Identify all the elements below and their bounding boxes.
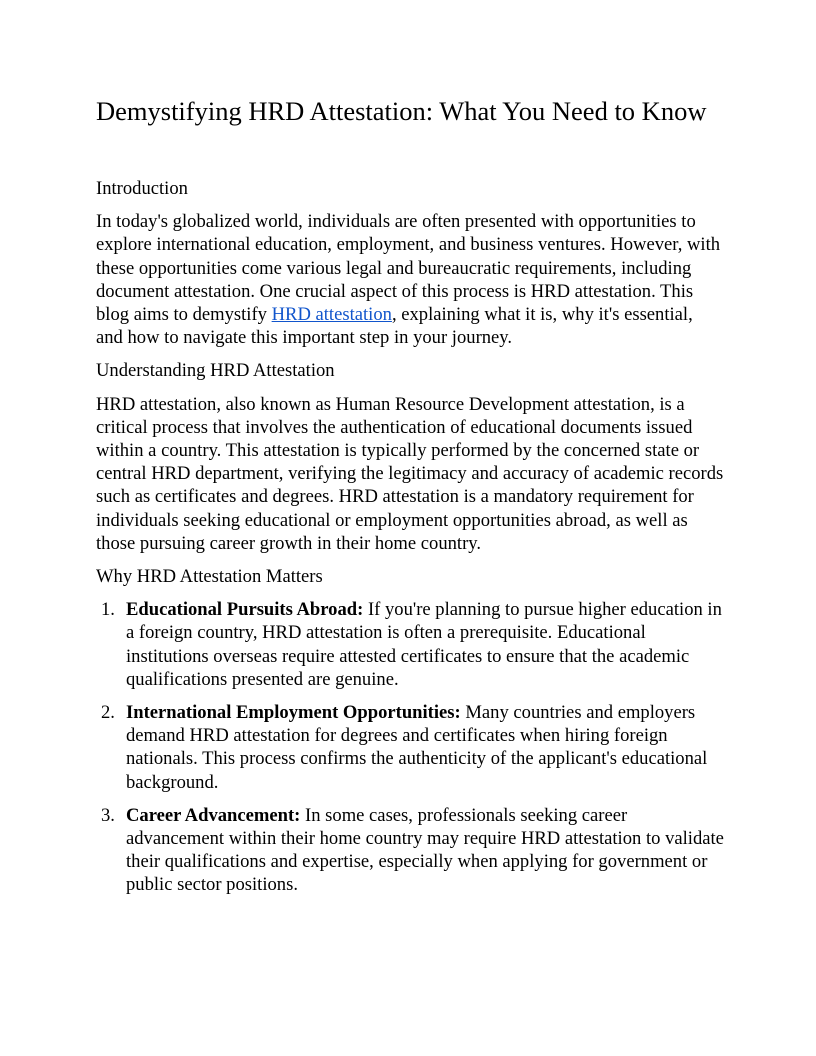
understanding-heading: Understanding HRD Attestation — [96, 360, 335, 382]
list-item-text: In some cases, professionals seeking career advancement within their home country may require HRD attestation to validate their qualifications and expertise, especially when applying for government or public sector positions. — [126, 804, 724, 896]
list-item-text: Many countries and employers demand HRD attestation for degrees and certificates when hiring foreign nationals. This process confirms the authenticity of the applicant's educational background. — [126, 702, 708, 793]
list-item-text: If you're planning to pursue higher education in a foreign country, HRD attestation is often a prerequisite. Educational institutions overseas require attested certificates to ensure that the academic qualifications presented are genuine. — [126, 599, 722, 690]
introduction-text-before-link: In today's globalized world, individuals are often presented with opportunities to explore international education, employment, and business ventures. However, with these opportunities come various legal and bureaucratic requirements, including document attestation. One crucial aspect of this process is HRD attestation. This blog aims to demystify — [96, 211, 721, 326]
list-item-number: 1. — [101, 599, 115, 621]
document-title: Demystifying HRD Attestation: What You Need to Know — [96, 96, 707, 126]
list-item-label: Educational Pursuits Abroad: — [126, 599, 364, 621]
hrd-attestation-link[interactable]: HRD attestation — [271, 304, 392, 326]
list-item-label: Career Advancement: — [126, 804, 301, 826]
document-body — [96, 177, 724, 907]
list-item-number: 3. — [101, 804, 115, 826]
introduction-heading: Introduction — [96, 178, 188, 199]
reasons-list — [96, 598, 724, 896]
list-item — [96, 701, 724, 794]
list-item — [96, 804, 724, 897]
list-item-number: 2. — [101, 702, 115, 724]
why-heading: Why HRD Attestation Matters — [96, 566, 323, 588]
understanding-paragraph: HRD attestation, also known as Human Resource Development attestation, is a critical process that involves the authentication of educational documents issued within a country. This attestation is typically performed by the concerned state or central HRD department, verifying the legitimacy and accuracy of academic records such as certificates and degrees. HRD attestation is a mandatory requirement for individuals seeking educational or employment opportunities abroad, as well as those pursuing career growth in their home country. — [96, 393, 724, 554]
introduction-paragraph — [96, 210, 724, 349]
list-item-label: International Employment Opportunities: — [126, 702, 461, 724]
list-item — [96, 598, 724, 691]
introduction-text-after-link: , explaining what it is, why it's essential, and how to navigate this important step in your journey. — [96, 304, 693, 349]
